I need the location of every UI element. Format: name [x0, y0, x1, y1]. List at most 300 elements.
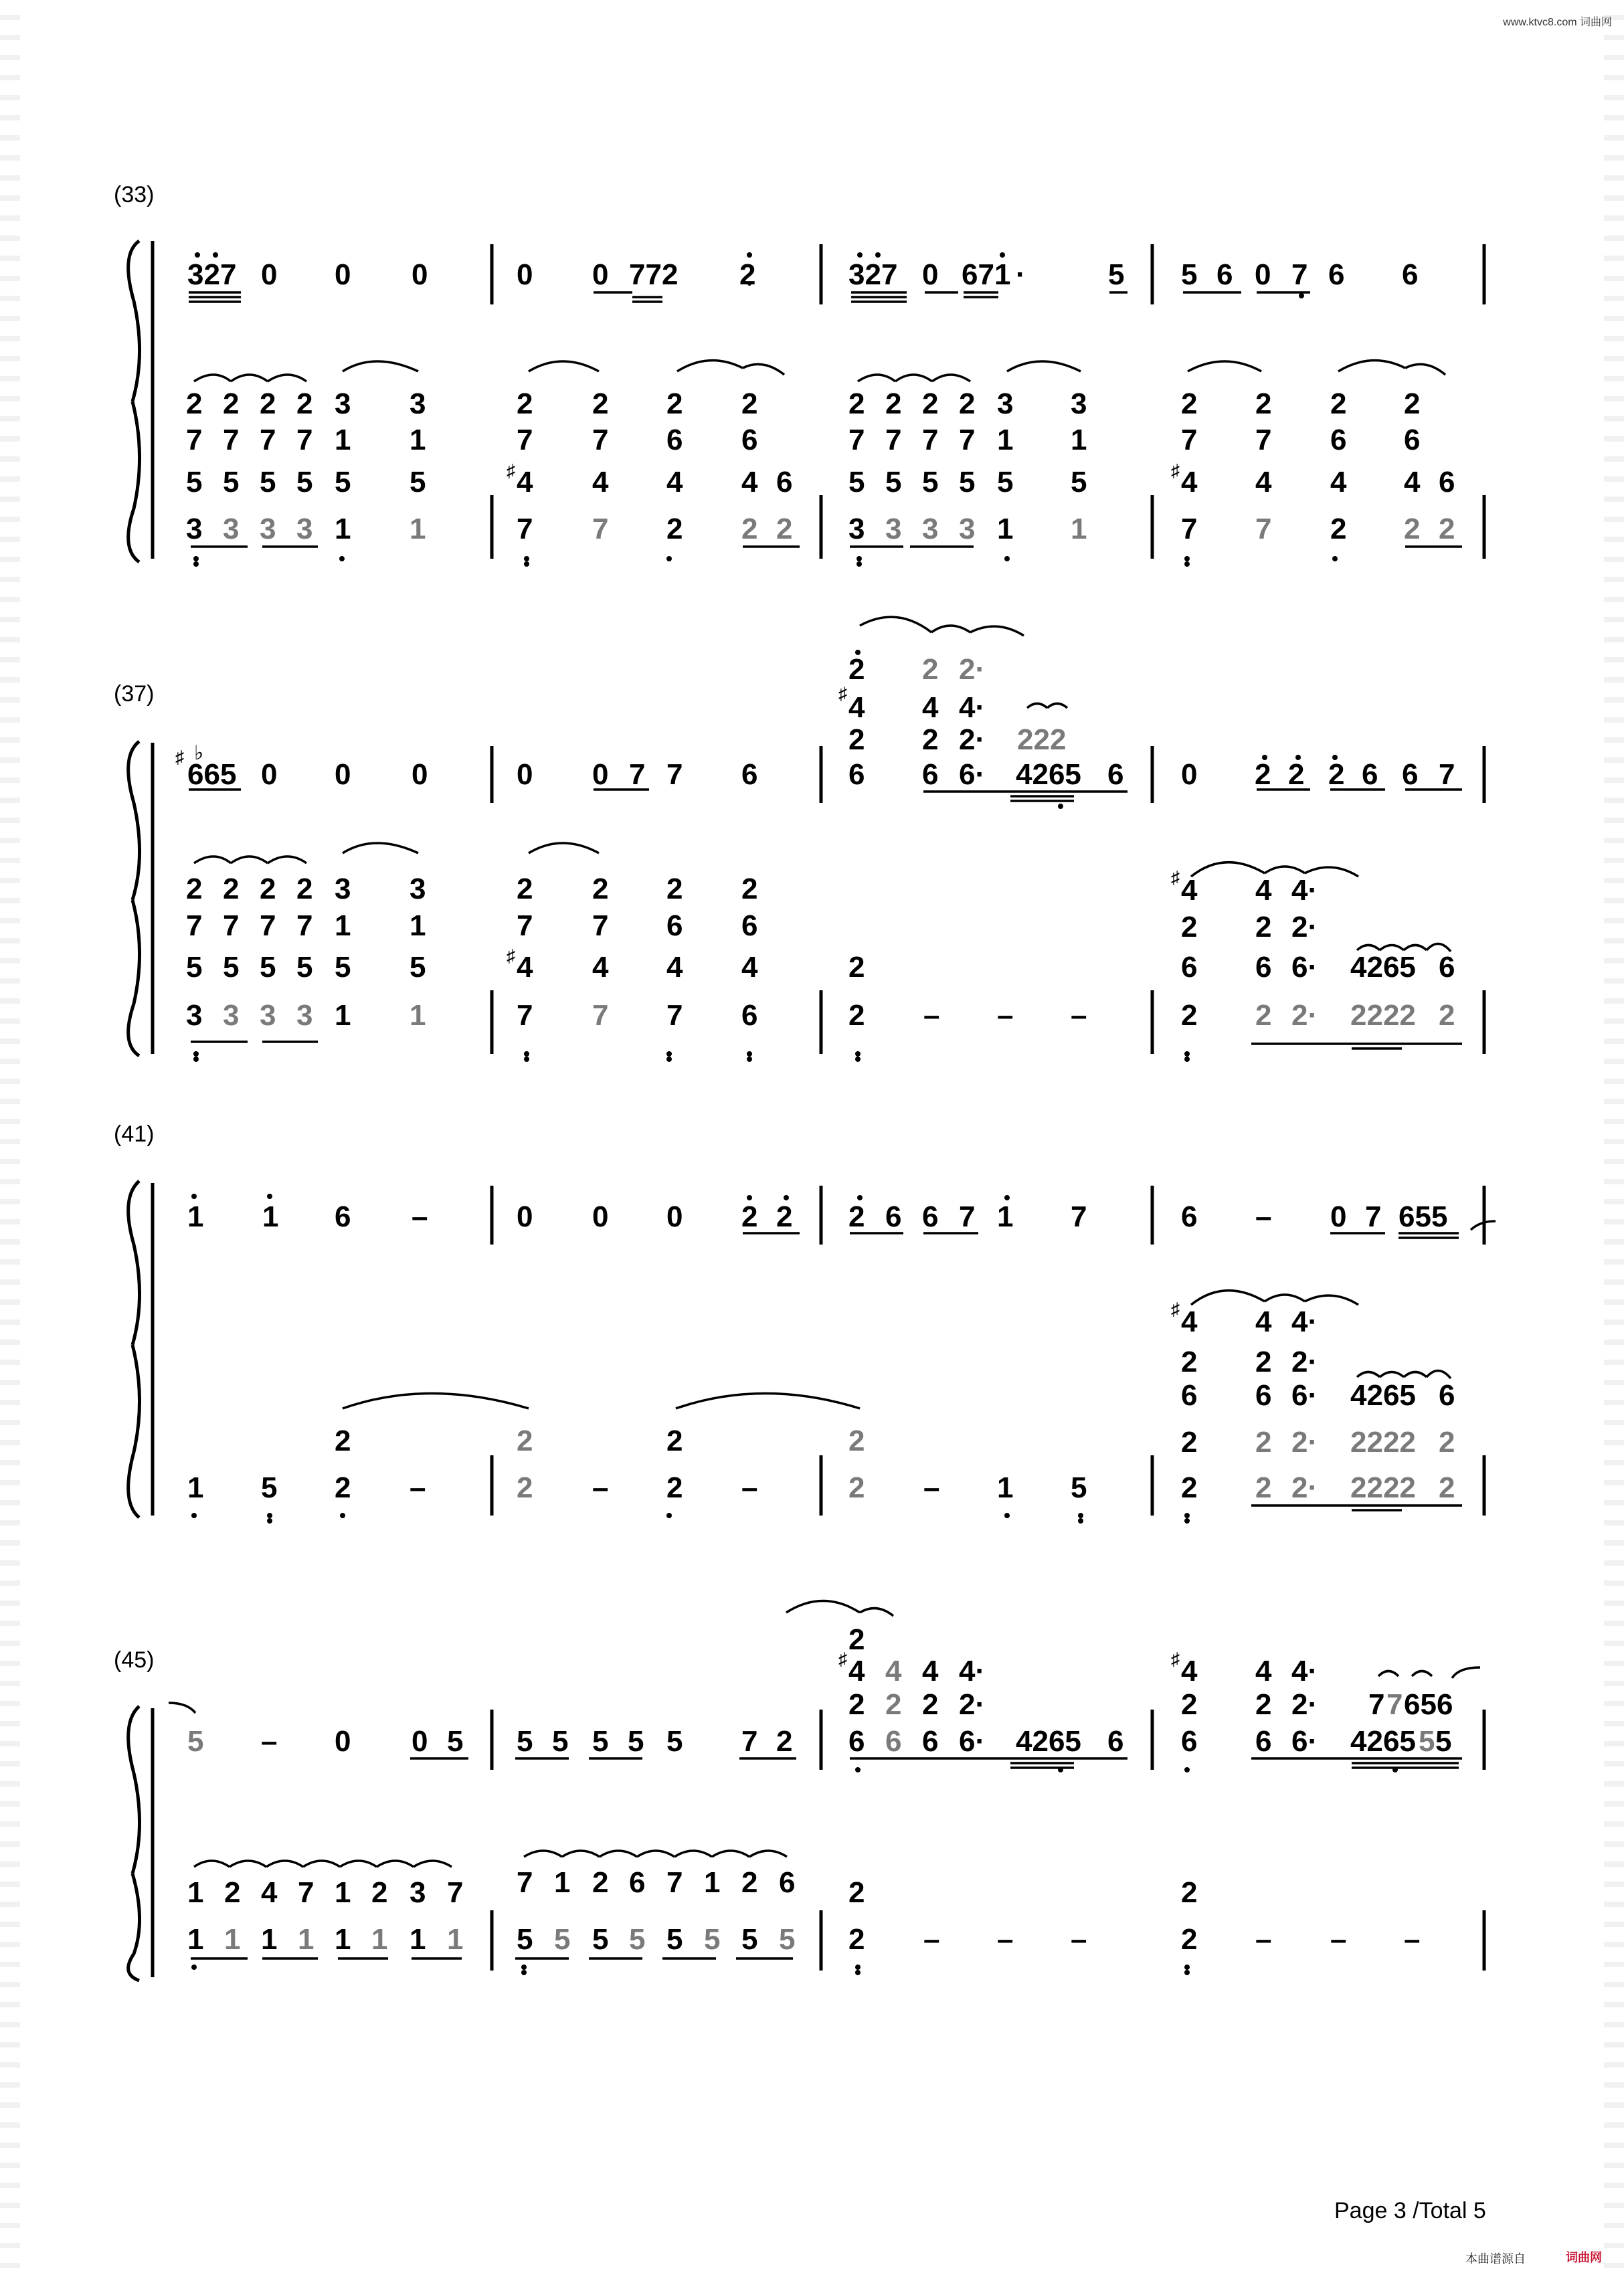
svg-text:665: 665: [187, 758, 237, 791]
svg-text:2: 2: [848, 1688, 865, 1721]
svg-text:7: 7: [1439, 758, 1455, 791]
svg-text:0: 0: [335, 1725, 351, 1758]
svg-text:1: 1: [410, 1923, 426, 1956]
svg-text:2·: 2·: [959, 723, 986, 756]
svg-text:2: 2: [1181, 1426, 1198, 1459]
svg-text:♯: ♯: [507, 945, 515, 966]
svg-text:–: –: [923, 1923, 940, 1956]
svg-text:3: 3: [260, 999, 276, 1032]
svg-text:4: 4: [1181, 1655, 1198, 1687]
svg-text:3: 3: [997, 387, 1014, 420]
svg-text:7: 7: [959, 424, 976, 456]
svg-text:5: 5: [223, 466, 240, 498]
svg-text:1: 1: [554, 1866, 571, 1899]
svg-text:♯: ♯: [1171, 1299, 1180, 1319]
svg-text:6: 6: [1255, 1725, 1272, 1758]
svg-text:2: 2: [1255, 1471, 1272, 1504]
svg-text:0: 0: [517, 1200, 533, 1233]
header-credit: www.ktvc8.com 词曲网: [1503, 17, 1612, 28]
svg-text:–: –: [1404, 1923, 1421, 1956]
svg-text:2: 2: [885, 387, 902, 420]
svg-text:2: 2: [848, 1623, 865, 1656]
svg-text:–: –: [410, 1471, 426, 1504]
svg-text:4265: 4265: [1350, 951, 1416, 984]
svg-text:3: 3: [410, 1876, 426, 1909]
svg-text:2·: 2·: [959, 653, 986, 686]
svg-text:2: 2: [848, 1200, 865, 1233]
svg-text:7: 7: [592, 999, 609, 1032]
svg-text:4: 4: [1181, 1305, 1198, 1338]
svg-text:5: 5: [997, 466, 1014, 498]
svg-text:7: 7: [592, 909, 609, 942]
svg-text:4: 4: [666, 466, 683, 498]
svg-text:4: 4: [848, 691, 865, 724]
svg-text:5: 5: [741, 1923, 758, 1956]
svg-text:2: 2: [848, 1923, 865, 1956]
svg-text:5: 5: [260, 466, 276, 498]
svg-text:0: 0: [335, 258, 351, 291]
svg-text:0: 0: [261, 258, 278, 291]
svg-text:7: 7: [1386, 1688, 1403, 1721]
svg-text:2: 2: [922, 387, 939, 420]
svg-text:2: 2: [592, 387, 609, 420]
svg-text:4: 4: [741, 466, 758, 498]
svg-text:0: 0: [1255, 258, 1271, 291]
svg-text:1: 1: [704, 1866, 721, 1899]
svg-text:♯: ♯: [175, 747, 184, 767]
system-number: (41): [114, 1121, 155, 1147]
svg-text:6: 6: [885, 1725, 902, 1758]
svg-text:5: 5: [1181, 258, 1198, 291]
svg-text:5: 5: [187, 1725, 204, 1758]
svg-text:6: 6: [1181, 1200, 1198, 1233]
svg-text:7: 7: [1181, 424, 1198, 456]
svg-text:7: 7: [298, 1876, 314, 1909]
footer-source: 本曲谱源自: [1465, 2252, 1526, 2266]
svg-text:2: 2: [296, 387, 313, 420]
svg-text:7: 7: [1291, 258, 1308, 291]
svg-text:0: 0: [412, 758, 428, 791]
svg-text:2: 2: [223, 873, 240, 905]
svg-text:1: 1: [371, 1923, 388, 1956]
svg-text:2: 2: [1404, 387, 1421, 420]
svg-text:3: 3: [186, 999, 203, 1032]
svg-text:1: 1: [335, 513, 351, 545]
svg-text:7: 7: [260, 424, 276, 456]
svg-text:5: 5: [186, 951, 203, 984]
svg-text:2: 2: [885, 1688, 902, 1721]
svg-text:7: 7: [848, 424, 865, 456]
svg-text:4: 4: [1255, 1655, 1272, 1687]
svg-text:3: 3: [335, 387, 351, 420]
svg-text:2: 2: [741, 387, 758, 420]
svg-text:7: 7: [885, 424, 902, 456]
svg-text:0: 0: [666, 1200, 683, 1233]
svg-text:0: 0: [517, 758, 533, 791]
svg-text:0: 0: [335, 758, 351, 791]
svg-text:6: 6: [666, 909, 683, 942]
svg-text:2: 2: [776, 1200, 793, 1233]
svg-text:6·: 6·: [1291, 1725, 1318, 1758]
svg-text:2222: 2222: [1350, 1426, 1416, 1459]
svg-text:6: 6: [1181, 1725, 1198, 1758]
svg-text:2: 2: [296, 873, 313, 905]
page-number: Page 3 /Total 5: [1334, 2198, 1486, 2223]
svg-text:1: 1: [1071, 424, 1087, 456]
svg-text:4: 4: [848, 1655, 865, 1687]
svg-text:7: 7: [296, 909, 313, 942]
svg-text:5: 5: [186, 466, 203, 498]
svg-text:2: 2: [260, 873, 276, 905]
svg-text:2: 2: [1330, 387, 1347, 420]
svg-text:2: 2: [1404, 513, 1421, 545]
svg-text:2: 2: [666, 387, 683, 420]
svg-text:1: 1: [335, 424, 351, 456]
svg-text:222: 222: [1017, 723, 1067, 756]
svg-text:1: 1: [447, 1923, 464, 1956]
svg-text:2: 2: [741, 513, 758, 545]
svg-text:2: 2: [1255, 1346, 1272, 1378]
svg-text:1: 1: [187, 1200, 204, 1233]
svg-text:6: 6: [779, 1866, 796, 1899]
svg-text:2: 2: [922, 1688, 939, 1721]
svg-text:1: 1: [261, 1923, 278, 1956]
svg-text:2222: 2222: [1350, 1471, 1416, 1504]
svg-text:6: 6: [1107, 758, 1124, 791]
svg-text:1: 1: [224, 1923, 241, 1956]
svg-text:–: –: [261, 1725, 278, 1758]
svg-text:4: 4: [517, 951, 533, 984]
svg-text:6: 6: [848, 1725, 865, 1758]
svg-text:6: 6: [1107, 1725, 1124, 1758]
svg-text:2: 2: [1439, 1471, 1455, 1504]
svg-text:–: –: [412, 1200, 428, 1233]
svg-text:2: 2: [592, 873, 609, 905]
svg-text:327: 327: [187, 258, 237, 291]
svg-text:–: –: [923, 999, 940, 1032]
footer-brand: 词曲网: [1566, 2251, 1602, 2264]
svg-text:6·: 6·: [959, 1725, 986, 1758]
svg-text:3: 3: [260, 513, 276, 545]
svg-text:2: 2: [848, 999, 865, 1032]
svg-text:656: 656: [1404, 1688, 1453, 1721]
svg-text:2·: 2·: [1291, 1426, 1318, 1459]
svg-text:2: 2: [739, 258, 756, 291]
svg-text:4: 4: [922, 1655, 939, 1687]
svg-text:0: 0: [517, 258, 533, 291]
svg-text:1: 1: [335, 909, 351, 942]
svg-text:3: 3: [296, 999, 313, 1032]
svg-text:6: 6: [335, 1200, 351, 1233]
svg-text:2: 2: [848, 387, 865, 420]
svg-text:5: 5: [552, 1725, 569, 1758]
svg-text:1: 1: [410, 424, 426, 456]
svg-text:3: 3: [296, 513, 313, 545]
svg-text:2: 2: [1330, 513, 1347, 545]
svg-text:6: 6: [741, 424, 758, 456]
svg-text:1: 1: [335, 1876, 351, 1909]
svg-text:6: 6: [1330, 424, 1347, 456]
svg-text:7: 7: [447, 1876, 464, 1909]
svg-text:2: 2: [1181, 911, 1198, 943]
svg-text:5: 5: [1419, 1725, 1435, 1758]
svg-text:0: 0: [922, 258, 939, 291]
svg-text:2: 2: [922, 653, 939, 686]
svg-text:0: 0: [412, 1725, 428, 1758]
svg-text:2: 2: [592, 1866, 609, 1899]
svg-text:6: 6: [1439, 1379, 1455, 1412]
svg-text:2: 2: [666, 1471, 683, 1504]
svg-text:7: 7: [223, 424, 240, 456]
svg-text:7: 7: [592, 424, 609, 456]
svg-text:6: 6: [1402, 258, 1419, 291]
svg-text:6: 6: [922, 1200, 939, 1233]
svg-text:4: 4: [1330, 466, 1347, 498]
svg-text:0: 0: [261, 758, 278, 791]
svg-text:2: 2: [1439, 999, 1455, 1032]
svg-text:7: 7: [1181, 513, 1198, 545]
svg-text:327: 327: [848, 258, 898, 291]
svg-text:1: 1: [298, 1923, 314, 1956]
svg-text:1: 1: [997, 1471, 1014, 1504]
svg-text:1: 1: [335, 999, 351, 1032]
svg-text:2: 2: [922, 723, 939, 756]
svg-text:2: 2: [959, 387, 976, 420]
svg-text:2: 2: [666, 1425, 683, 1457]
svg-text:5: 5: [1071, 466, 1087, 498]
svg-text:5: 5: [885, 466, 902, 498]
svg-text:4265: 4265: [1016, 758, 1081, 791]
svg-text:–: –: [1255, 1200, 1272, 1233]
svg-text:4·: 4·: [1291, 1655, 1318, 1687]
svg-text:2: 2: [1181, 1688, 1198, 1721]
svg-text:1: 1: [187, 1923, 204, 1956]
svg-text:2: 2: [1255, 911, 1272, 943]
svg-text:7: 7: [1255, 513, 1272, 545]
svg-text:5: 5: [704, 1923, 721, 1956]
system-number: (45): [114, 1647, 155, 1673]
svg-text:1: 1: [335, 1923, 351, 1956]
svg-text:–: –: [1071, 1923, 1087, 1956]
svg-text:4: 4: [885, 1655, 902, 1687]
svg-text:2: 2: [666, 873, 683, 905]
svg-text:7: 7: [186, 909, 203, 942]
svg-text:2: 2: [1255, 1426, 1272, 1459]
svg-text:7: 7: [666, 758, 683, 791]
svg-text:2: 2: [848, 951, 865, 984]
svg-text:0: 0: [1181, 758, 1198, 791]
svg-text:4: 4: [1255, 874, 1272, 907]
svg-text:4: 4: [1255, 466, 1272, 498]
svg-text:–: –: [1071, 999, 1087, 1032]
svg-text:6·: 6·: [1291, 951, 1318, 984]
svg-text:–: –: [1255, 1923, 1272, 1956]
svg-text:2: 2: [1288, 758, 1305, 791]
svg-text:♯: ♯: [838, 1649, 847, 1669]
svg-text:3: 3: [223, 513, 240, 545]
svg-text:1: 1: [410, 513, 426, 545]
svg-text:2: 2: [1181, 999, 1198, 1032]
svg-text:1: 1: [997, 1200, 1014, 1233]
svg-text:1: 1: [997, 424, 1014, 456]
svg-text:5: 5: [517, 1923, 533, 1956]
svg-text:2: 2: [223, 387, 240, 420]
svg-text:4265: 4265: [1016, 1725, 1081, 1758]
svg-text:5: 5: [223, 951, 240, 984]
svg-text:2: 2: [517, 1425, 533, 1457]
svg-text:2: 2: [1255, 758, 1271, 791]
svg-text:0: 0: [592, 258, 609, 291]
svg-text:0: 0: [592, 758, 609, 791]
svg-text:♭: ♭: [194, 742, 204, 764]
svg-text:4: 4: [592, 466, 609, 498]
svg-text:2: 2: [741, 1866, 758, 1899]
svg-text:2: 2: [1181, 1471, 1198, 1504]
svg-text:3: 3: [335, 873, 351, 905]
svg-text:2: 2: [224, 1876, 241, 1909]
svg-text:♯: ♯: [1171, 460, 1180, 480]
svg-text:655: 655: [1399, 1200, 1448, 1233]
svg-text:0: 0: [1330, 1200, 1347, 1233]
svg-text:1: 1: [997, 513, 1014, 545]
svg-text:4: 4: [741, 951, 758, 984]
svg-text:–: –: [997, 1923, 1014, 1956]
svg-text:2: 2: [848, 723, 865, 756]
svg-text:♯: ♯: [1171, 867, 1180, 887]
svg-text:6: 6: [1181, 1379, 1198, 1412]
svg-text:5: 5: [447, 1725, 464, 1758]
svg-text:6: 6: [1181, 951, 1198, 984]
svg-text:5: 5: [335, 466, 351, 498]
svg-text:2·: 2·: [1291, 1471, 1318, 1504]
svg-text:4: 4: [261, 1876, 278, 1909]
svg-text:♯: ♯: [507, 460, 515, 480]
svg-text:6: 6: [666, 424, 683, 456]
svg-text:–: –: [1330, 1923, 1347, 1956]
svg-text:2: 2: [517, 1471, 533, 1504]
svg-text:5: 5: [629, 1923, 646, 1956]
svg-text:3: 3: [410, 873, 426, 905]
svg-text:6: 6: [1362, 758, 1378, 791]
svg-text:4265: 4265: [1350, 1379, 1416, 1412]
svg-text:7: 7: [959, 1200, 976, 1233]
svg-text:7: 7: [1255, 424, 1272, 456]
svg-text:7: 7: [666, 1866, 683, 1899]
svg-text:3: 3: [410, 387, 426, 420]
svg-text:6: 6: [1328, 258, 1345, 291]
svg-text:4·: 4·: [959, 691, 986, 724]
svg-text:4·: 4·: [1291, 1305, 1318, 1338]
svg-text:2: 2: [848, 653, 865, 686]
svg-text:7: 7: [517, 909, 533, 942]
svg-text:2: 2: [1255, 1688, 1272, 1721]
svg-text:6: 6: [741, 909, 758, 942]
svg-text:2: 2: [335, 1425, 351, 1457]
svg-text:2: 2: [186, 873, 203, 905]
svg-text:6: 6: [741, 758, 758, 791]
svg-text:1: 1: [262, 1200, 279, 1233]
svg-text:2: 2: [371, 1876, 388, 1909]
svg-text:772: 772: [629, 258, 679, 291]
svg-text:2·: 2·: [1291, 999, 1318, 1032]
svg-text:♯: ♯: [1171, 1649, 1180, 1669]
svg-text:1: 1: [410, 999, 426, 1032]
svg-text:7: 7: [1365, 1200, 1382, 1233]
svg-text:6: 6: [629, 1866, 646, 1899]
svg-text:5: 5: [1108, 258, 1125, 291]
svg-text:7: 7: [260, 909, 276, 942]
svg-text:5: 5: [260, 951, 276, 984]
svg-text:·: ·: [1016, 258, 1026, 291]
svg-text:7: 7: [517, 424, 533, 456]
svg-text:2: 2: [776, 1725, 793, 1758]
svg-text:6: 6: [1255, 951, 1272, 984]
svg-text:1: 1: [187, 1876, 204, 1909]
svg-text:6: 6: [1439, 466, 1455, 498]
svg-text:0: 0: [412, 258, 428, 291]
svg-text:5: 5: [296, 466, 313, 498]
svg-text:2: 2: [741, 1200, 758, 1233]
svg-text:–: –: [592, 1471, 609, 1504]
svg-text:5: 5: [959, 466, 976, 498]
svg-text:2: 2: [848, 1876, 865, 1909]
svg-text:5: 5: [592, 1725, 609, 1758]
svg-text:4265: 4265: [1350, 1725, 1416, 1758]
svg-text:7: 7: [629, 758, 646, 791]
svg-text:3: 3: [848, 513, 865, 545]
svg-text:4·: 4·: [1291, 874, 1318, 907]
svg-text:2: 2: [1255, 999, 1272, 1032]
svg-text:5: 5: [592, 1923, 609, 1956]
svg-text:–: –: [741, 1471, 758, 1504]
svg-text:5: 5: [666, 1725, 683, 1758]
svg-text:–: –: [923, 1471, 940, 1504]
svg-text:7: 7: [517, 999, 533, 1032]
svg-text:5: 5: [296, 951, 313, 984]
svg-text:7: 7: [592, 513, 609, 545]
svg-text:6: 6: [1216, 258, 1233, 291]
svg-text:2: 2: [666, 513, 683, 545]
svg-text:4: 4: [666, 951, 683, 984]
svg-text:6·: 6·: [959, 758, 986, 791]
svg-text:2: 2: [1181, 1923, 1198, 1956]
svg-text:5: 5: [554, 1923, 571, 1956]
svg-text:5: 5: [628, 1725, 644, 1758]
svg-text:7: 7: [223, 909, 240, 942]
svg-text:5: 5: [335, 951, 351, 984]
svg-text:6: 6: [1402, 758, 1419, 791]
svg-text:1: 1: [187, 1471, 204, 1504]
svg-text:4: 4: [592, 951, 609, 984]
svg-text:5: 5: [410, 951, 426, 984]
svg-text:2·: 2·: [959, 1688, 986, 1721]
svg-text:6: 6: [1439, 951, 1455, 984]
svg-text:6: 6: [922, 1725, 939, 1758]
svg-text:4: 4: [1181, 466, 1198, 498]
svg-text:2: 2: [1439, 513, 1455, 545]
svg-text:4: 4: [1255, 1305, 1272, 1338]
svg-text:♯: ♯: [838, 683, 847, 703]
svg-text:7: 7: [741, 1725, 758, 1758]
svg-text:3: 3: [186, 513, 203, 545]
svg-text:7: 7: [517, 1866, 533, 1899]
svg-text:671: 671: [962, 258, 1011, 291]
svg-text:3: 3: [959, 513, 976, 545]
svg-text:5: 5: [261, 1471, 278, 1504]
svg-text:5: 5: [410, 466, 426, 498]
svg-text:4·: 4·: [959, 1655, 986, 1687]
svg-text:2: 2: [741, 873, 758, 905]
